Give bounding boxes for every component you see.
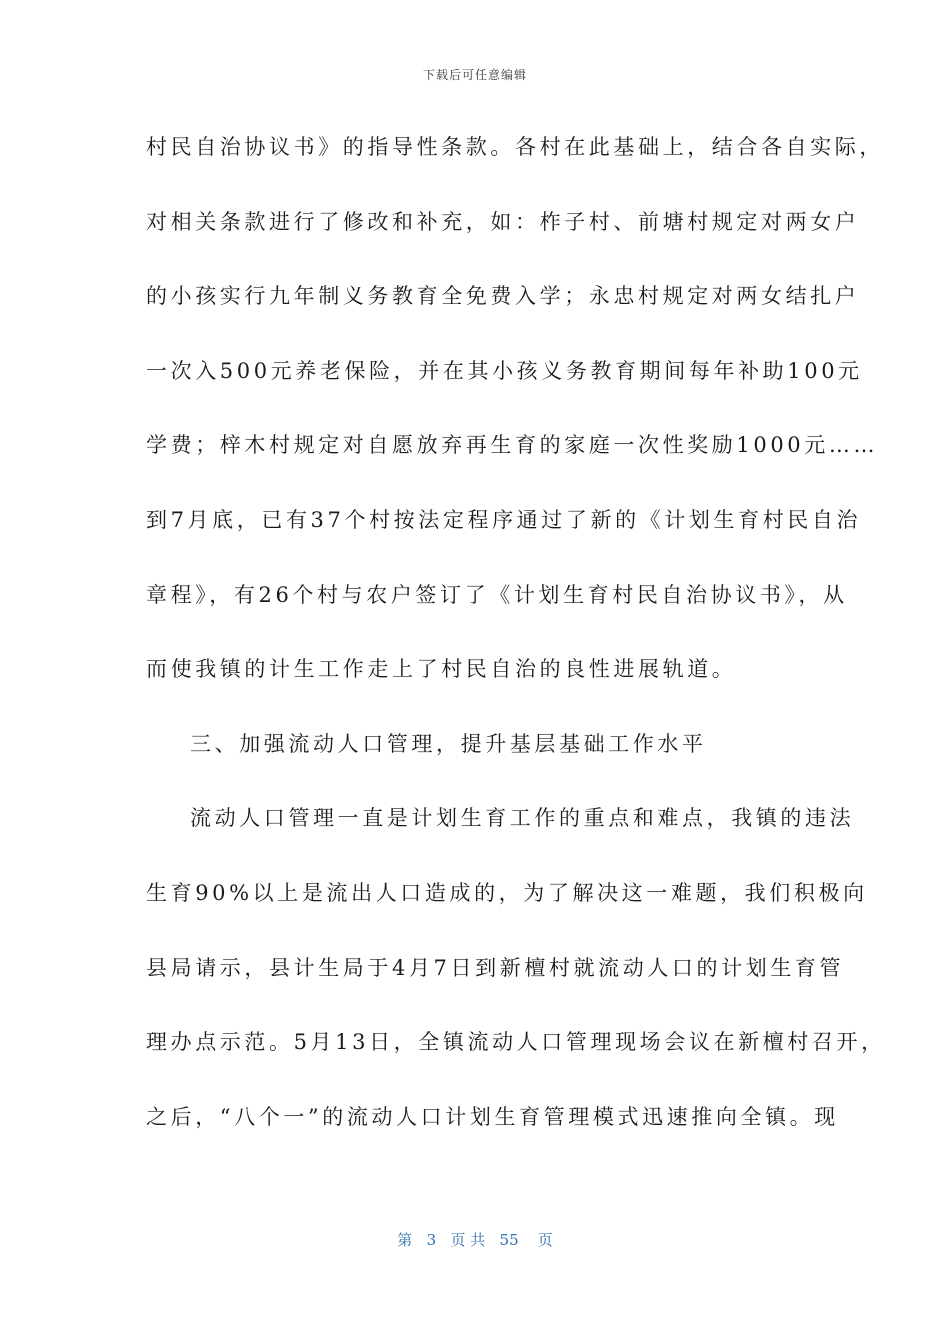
paragraph-line: 生育90%以上是流出人口造成的，为了解决这一难题，我们积极向 (146, 880, 868, 905)
paragraph-line: 村民自治协议书》的指导性条款。各村在此基础上，结合各自实际， (146, 135, 884, 159)
paragraph-line: 学费；梓木村规定对自愿放弃再生育的家庭一次性奖励1000元…… (146, 433, 879, 458)
current-page-number: 3 (426, 1231, 437, 1249)
total-pages-number: 55 (499, 1231, 519, 1249)
page-footer (0, 1229, 950, 1250)
paragraph-line: 一次入500元养老保险，并在其小孩义务教育期间每年补助100元 (146, 358, 863, 383)
paragraph-line: 之后，“八个一”的流动人口计划生育管理模式迅速推向全镇。现 (146, 1104, 839, 1129)
paragraph-line: 理办点示范。5月13日，全镇流动人口管理现场会议在新檀村召开， (146, 1030, 886, 1055)
page-header: 下载后可任意编辑 (422, 68, 527, 82)
paragraph-line: 流动人口管理一直是计划生育工作的重点和难点，我镇的违法 (190, 806, 855, 831)
paragraph-line: 到7月底，已有37个村按法定程序通过了新的《计划生育村民自治 (146, 507, 862, 532)
footer-suffix: 页 (537, 1231, 553, 1249)
paragraph-line: 的小孩实行九年制义务教育全免费入学；永忠村规定对两女结扎户 (146, 284, 860, 309)
paragraph-line: 而使我镇的计生工作走上了村民自治的良性进展轨道。 (146, 657, 737, 682)
paragraph-line: 对相关条款进行了修改和补充，如：柞子村、前塘村规定对两女户 (146, 209, 860, 234)
section-heading: 三、加强流动人口管理，提升基层基础工作水平 (190, 731, 707, 756)
document-body (146, 124, 886, 1168)
footer-middle: 页 共 (450, 1231, 486, 1249)
footer-prefix: 第 (397, 1231, 413, 1249)
paragraph-line: 县局请示，县计生局于4月7日到新檀村就流动人口的计划生育管 (146, 955, 845, 980)
paragraph-line: 章程》，有26个村与农户签订了《计划生育村民自治协议书》，从 (146, 582, 848, 607)
